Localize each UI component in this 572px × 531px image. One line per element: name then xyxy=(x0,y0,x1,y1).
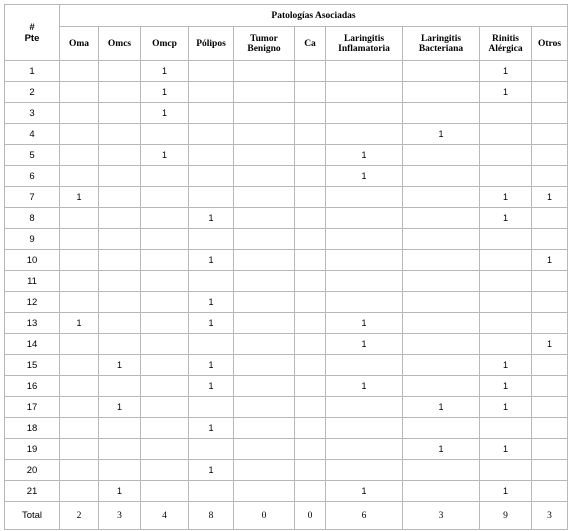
table-cell xyxy=(295,418,326,439)
table-row xyxy=(5,271,568,292)
table-cell xyxy=(403,208,480,229)
table-cell xyxy=(295,61,326,82)
total-cell: 3 xyxy=(99,502,141,530)
table-cell xyxy=(326,418,403,439)
table-cell: 1 xyxy=(189,313,234,334)
table-row xyxy=(5,250,568,271)
table-row xyxy=(5,103,568,124)
table-cell xyxy=(60,481,99,502)
column-header-9 xyxy=(532,27,568,61)
table-cell xyxy=(234,250,295,271)
table-cell: 1 xyxy=(99,355,141,376)
table-cell xyxy=(141,292,189,313)
table-row xyxy=(5,397,568,418)
column-header-0 xyxy=(60,27,99,61)
table-row xyxy=(5,208,568,229)
pte-number-cell: 20 xyxy=(5,460,60,481)
pte-number-cell: 7 xyxy=(5,187,60,208)
table-cell xyxy=(403,460,480,481)
table-cell xyxy=(532,145,568,166)
table-cell xyxy=(403,61,480,82)
table-cell: 1 xyxy=(480,82,532,103)
table-cell xyxy=(99,124,141,145)
table-cell: 1 xyxy=(189,376,234,397)
table-cell xyxy=(141,397,189,418)
table-row xyxy=(5,229,568,250)
table-cell xyxy=(326,82,403,103)
table-cell xyxy=(141,187,189,208)
table-cell xyxy=(60,334,99,355)
column-header-1 xyxy=(99,27,141,61)
pte-number-cell: 8 xyxy=(5,208,60,229)
table-row xyxy=(5,376,568,397)
pte-number-cell: 11 xyxy=(5,271,60,292)
table-cell xyxy=(480,292,532,313)
pte-number-cell: 13 xyxy=(5,313,60,334)
table-cell xyxy=(99,145,141,166)
table-cell xyxy=(326,397,403,418)
table-cell xyxy=(403,334,480,355)
table-cell xyxy=(532,271,568,292)
column-header-2 xyxy=(141,27,189,61)
column-header-9-line-0: Otros xyxy=(537,38,562,49)
table-cell xyxy=(99,439,141,460)
table-cell xyxy=(141,376,189,397)
table-cell xyxy=(532,418,568,439)
table-cell xyxy=(189,271,234,292)
pte-number-cell: 3 xyxy=(5,103,60,124)
table-cell xyxy=(295,460,326,481)
pte-number-cell: 17 xyxy=(5,397,60,418)
table-cell xyxy=(141,355,189,376)
table-cell xyxy=(295,355,326,376)
table-cell xyxy=(60,103,99,124)
table-cell xyxy=(99,61,141,82)
table-cell: 1 xyxy=(403,439,480,460)
table-cell xyxy=(480,145,532,166)
column-header-5-line-0: Ca xyxy=(304,38,316,49)
table-cell: 1 xyxy=(480,376,532,397)
table-cell xyxy=(234,397,295,418)
table-cell xyxy=(295,313,326,334)
table-cell xyxy=(480,460,532,481)
table-cell xyxy=(60,460,99,481)
table-cell xyxy=(141,208,189,229)
table-cell xyxy=(99,208,141,229)
pte-number-cell: 5 xyxy=(5,145,60,166)
table-cell xyxy=(295,187,326,208)
table-cell xyxy=(234,103,295,124)
table-cell xyxy=(403,166,480,187)
table-cell xyxy=(480,334,532,355)
table-cell xyxy=(189,124,234,145)
table-cell xyxy=(532,61,568,82)
table-cell: 1 xyxy=(532,187,568,208)
table-cell xyxy=(189,103,234,124)
table-cell xyxy=(189,166,234,187)
table-cell xyxy=(60,61,99,82)
table-cell xyxy=(480,166,532,187)
table-cell xyxy=(295,166,326,187)
table-cell xyxy=(60,208,99,229)
pte-number-cell: 4 xyxy=(5,124,60,145)
table-cell xyxy=(99,313,141,334)
pte-number-cell: 6 xyxy=(5,166,60,187)
table-cell xyxy=(60,229,99,250)
table-cell xyxy=(326,103,403,124)
table-row xyxy=(5,145,568,166)
table-cell xyxy=(403,418,480,439)
total-cell: 2 xyxy=(60,502,99,530)
table-cell: 1 xyxy=(326,313,403,334)
column-header-7-line-1: Bacteriana xyxy=(418,43,464,54)
table-cell xyxy=(234,313,295,334)
table-cell xyxy=(60,271,99,292)
table-row xyxy=(5,439,568,460)
table-row xyxy=(5,481,568,502)
table-cell xyxy=(60,355,99,376)
table-cell xyxy=(480,103,532,124)
table-cell xyxy=(141,418,189,439)
table-row xyxy=(5,61,568,82)
table-cell xyxy=(532,292,568,313)
group-header: Patologías Asociadas xyxy=(60,5,568,27)
table-cell xyxy=(326,460,403,481)
table-cell xyxy=(141,313,189,334)
table-cell: 1 xyxy=(480,355,532,376)
table-cell xyxy=(326,271,403,292)
table-cell: 1 xyxy=(480,397,532,418)
table-cell xyxy=(326,439,403,460)
table-cell xyxy=(326,292,403,313)
table-cell xyxy=(480,271,532,292)
table-cell xyxy=(532,481,568,502)
table-cell xyxy=(141,229,189,250)
table-cell xyxy=(295,376,326,397)
table-row xyxy=(5,292,568,313)
pte-number-cell: 19 xyxy=(5,439,60,460)
table-cell xyxy=(403,229,480,250)
total-cell: 3 xyxy=(532,502,568,530)
column-header-6-line-1: Inflamatoria xyxy=(338,43,390,54)
pte-header xyxy=(5,5,60,61)
table-cell xyxy=(189,145,234,166)
table-cell xyxy=(295,208,326,229)
table-cell xyxy=(189,481,234,502)
column-header-6-line-0: Laringitis xyxy=(343,33,385,44)
table-cell xyxy=(480,229,532,250)
table-row xyxy=(5,166,568,187)
table-cell xyxy=(141,166,189,187)
table-cell xyxy=(403,313,480,334)
table-cell xyxy=(532,355,568,376)
table-cell xyxy=(99,229,141,250)
table-cell xyxy=(532,124,568,145)
table-cell xyxy=(60,82,99,103)
table-cell xyxy=(234,418,295,439)
column-header-7 xyxy=(403,27,480,61)
table-cell xyxy=(326,250,403,271)
table-cell xyxy=(234,82,295,103)
column-header-6 xyxy=(326,27,403,61)
table-cell xyxy=(295,250,326,271)
column-header-4 xyxy=(234,27,295,61)
table-cell: 1 xyxy=(326,166,403,187)
column-header-0-line-0: Oma xyxy=(68,38,90,49)
pte-header-line-2: Pte xyxy=(24,32,40,44)
table-cell: 1 xyxy=(480,208,532,229)
total-label-cell: Total xyxy=(5,502,60,530)
table-cell xyxy=(60,166,99,187)
pte-number-cell: 2 xyxy=(5,82,60,103)
table-cell xyxy=(295,229,326,250)
pte-number-cell: 10 xyxy=(5,250,60,271)
table-cell: 1 xyxy=(60,187,99,208)
table-row xyxy=(5,124,568,145)
table-cell xyxy=(403,355,480,376)
table-cell xyxy=(532,313,568,334)
table-cell: 1 xyxy=(60,313,99,334)
table-cell: 1 xyxy=(189,418,234,439)
table-cell: 1 xyxy=(480,61,532,82)
table-cell xyxy=(99,187,141,208)
table-cell xyxy=(234,334,295,355)
table-cell: 1 xyxy=(480,187,532,208)
table-cell xyxy=(99,166,141,187)
table-cell xyxy=(480,313,532,334)
table-cell xyxy=(234,292,295,313)
total-cell: 0 xyxy=(295,502,326,530)
column-header-5 xyxy=(295,27,326,61)
table-cell: 1 xyxy=(532,334,568,355)
table-cell xyxy=(234,124,295,145)
table-cell: 1 xyxy=(189,460,234,481)
table-cell: 1 xyxy=(141,61,189,82)
table-cell xyxy=(60,124,99,145)
pte-header-line-1: # xyxy=(29,21,35,33)
table-cell xyxy=(326,355,403,376)
table-cell xyxy=(403,376,480,397)
total-cell: 0 xyxy=(234,502,295,530)
table-cell xyxy=(295,124,326,145)
table-cell xyxy=(141,481,189,502)
table-cell xyxy=(295,145,326,166)
table-cell xyxy=(295,397,326,418)
table-cell xyxy=(189,439,234,460)
table-cell: 1 xyxy=(326,145,403,166)
column-header-4-line-0: Tumor xyxy=(250,33,278,44)
table-cell xyxy=(403,271,480,292)
header-row-group xyxy=(5,5,568,27)
table-cell xyxy=(141,334,189,355)
table-cell xyxy=(532,439,568,460)
column-header-8-line-0: Rinitis xyxy=(492,33,519,44)
column-header-3-line-0: Pólipos xyxy=(196,38,226,49)
table-cell xyxy=(60,439,99,460)
table-cell xyxy=(60,397,99,418)
table-cell xyxy=(234,166,295,187)
table-cell xyxy=(403,481,480,502)
table-cell xyxy=(403,103,480,124)
table-cell xyxy=(403,145,480,166)
pte-number-cell: 18 xyxy=(5,418,60,439)
table-cell xyxy=(99,418,141,439)
table-cell xyxy=(532,376,568,397)
table-cell xyxy=(403,187,480,208)
table-cell xyxy=(99,271,141,292)
column-header-8-line-1: Alérgica xyxy=(488,43,523,54)
table-cell: 1 xyxy=(99,397,141,418)
table-cell xyxy=(532,397,568,418)
table-cell xyxy=(532,82,568,103)
table-cell xyxy=(532,460,568,481)
table-cell: 1 xyxy=(141,103,189,124)
table-cell xyxy=(326,229,403,250)
table-cell xyxy=(189,229,234,250)
table-cell xyxy=(60,292,99,313)
total-row xyxy=(5,502,568,530)
table-cell xyxy=(295,82,326,103)
table-cell xyxy=(234,355,295,376)
table-cell xyxy=(326,124,403,145)
table-row xyxy=(5,187,568,208)
pte-number-cell: 1 xyxy=(5,61,60,82)
pte-number-cell: 9 xyxy=(5,229,60,250)
column-header-8 xyxy=(480,27,532,61)
pte-number-cell: 15 xyxy=(5,355,60,376)
table-row xyxy=(5,82,568,103)
total-cell: 4 xyxy=(141,502,189,530)
table-cell xyxy=(234,208,295,229)
pte-number-cell: 12 xyxy=(5,292,60,313)
table-cell: 1 xyxy=(403,397,480,418)
table-cell xyxy=(295,271,326,292)
table-cell: 1 xyxy=(532,250,568,271)
table-cell xyxy=(189,334,234,355)
table-cell: 1 xyxy=(403,124,480,145)
header-row-columns xyxy=(5,27,568,61)
table-row xyxy=(5,334,568,355)
table-cell xyxy=(532,229,568,250)
pte-number-cell: 21 xyxy=(5,481,60,502)
patologias-table-wrapper xyxy=(4,4,568,530)
table-cell xyxy=(189,187,234,208)
table-cell xyxy=(403,250,480,271)
table-cell xyxy=(480,418,532,439)
table-row xyxy=(5,418,568,439)
table-cell xyxy=(326,208,403,229)
column-header-3 xyxy=(189,27,234,61)
table-cell: 1 xyxy=(326,376,403,397)
table-cell xyxy=(403,292,480,313)
table-cell xyxy=(234,145,295,166)
table-cell: 1 xyxy=(141,82,189,103)
table-cell xyxy=(99,292,141,313)
table-cell xyxy=(234,61,295,82)
table-cell xyxy=(99,460,141,481)
table-cell xyxy=(234,460,295,481)
table-cell xyxy=(189,397,234,418)
column-header-4-line-1: Benigno xyxy=(247,43,281,54)
table-cell xyxy=(99,250,141,271)
table-cell xyxy=(532,166,568,187)
table-cell xyxy=(532,103,568,124)
table-cell: 1 xyxy=(99,481,141,502)
table-cell xyxy=(234,481,295,502)
table-cell xyxy=(60,376,99,397)
table-cell: 1 xyxy=(480,481,532,502)
table-cell xyxy=(141,439,189,460)
column-header-1-line-0: Omcs xyxy=(107,38,132,49)
patologias-asociadas-table xyxy=(4,4,568,530)
table-cell xyxy=(189,61,234,82)
table-cell xyxy=(99,82,141,103)
table-cell: 1 xyxy=(326,481,403,502)
table-cell xyxy=(189,82,234,103)
table-cell xyxy=(326,61,403,82)
pte-number-cell: 16 xyxy=(5,376,60,397)
table-cell xyxy=(295,103,326,124)
table-cell: 1 xyxy=(189,250,234,271)
table-row xyxy=(5,313,568,334)
table-cell xyxy=(480,250,532,271)
table-cell xyxy=(326,187,403,208)
table-cell xyxy=(141,250,189,271)
table-cell xyxy=(234,376,295,397)
table-cell: 1 xyxy=(189,355,234,376)
table-cell xyxy=(234,229,295,250)
table-cell xyxy=(403,82,480,103)
table-cell: 1 xyxy=(480,439,532,460)
table-cell: 1 xyxy=(141,145,189,166)
table-cell xyxy=(295,292,326,313)
table-cell xyxy=(99,334,141,355)
table-cell xyxy=(99,376,141,397)
table-cell xyxy=(141,124,189,145)
column-header-2-line-0: Omcp xyxy=(152,38,177,49)
table-cell xyxy=(60,250,99,271)
total-cell: 8 xyxy=(189,502,234,530)
table-cell: 1 xyxy=(189,292,234,313)
table-cell xyxy=(99,103,141,124)
table-cell: 1 xyxy=(189,208,234,229)
pte-number-cell: 14 xyxy=(5,334,60,355)
table-cell xyxy=(141,460,189,481)
table-cell xyxy=(295,481,326,502)
column-header-7-line-0: Laringitis xyxy=(420,33,462,44)
table-cell xyxy=(234,271,295,292)
table-cell xyxy=(234,187,295,208)
table-cell xyxy=(60,418,99,439)
table-cell xyxy=(141,271,189,292)
table-cell xyxy=(234,439,295,460)
total-cell: 6 xyxy=(326,502,403,530)
total-cell: 9 xyxy=(480,502,532,530)
total-cell: 3 xyxy=(403,502,480,530)
table-cell xyxy=(295,334,326,355)
table-row xyxy=(5,355,568,376)
table-cell: 1 xyxy=(326,334,403,355)
table-cell xyxy=(480,124,532,145)
table-cell xyxy=(532,208,568,229)
table-cell xyxy=(295,439,326,460)
table-body xyxy=(5,61,568,502)
table-cell xyxy=(60,145,99,166)
table-row xyxy=(5,460,568,481)
